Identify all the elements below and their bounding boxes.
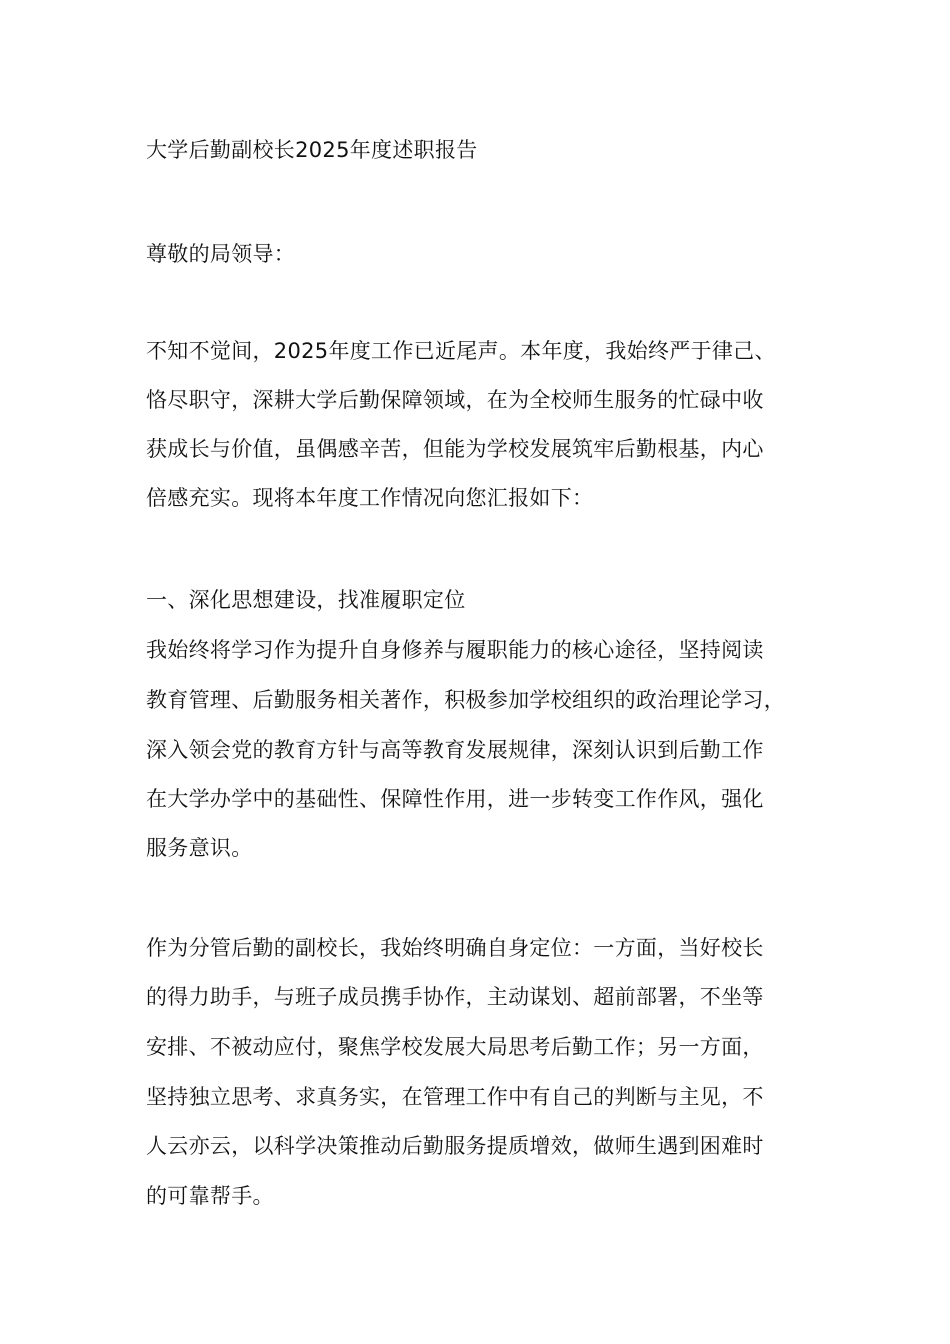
section1-p1-line-1: 我始终将学习作为提升自身修养与履职能力的核心途径，坚持阅读 [146,638,764,662]
section-heading-1: 一、深化思想建设，找准履职定位 [146,588,466,612]
salutation: 尊敬的局领导： [146,242,296,266]
section1-p2-line-6: 的可靠帮手。 [146,1184,274,1208]
section1-p2-line-5: 人云亦云，以科学决策推动后勤服务提质增效，做师生遇到困难时 [146,1134,764,1158]
intro-line-4: 倍感充实。现将本年度工作情况向您汇报如下： [146,486,594,510]
section1-p1-line-2: 教育管理、后勤服务相关著作，积极参加学校组织的政治理论学习， [146,688,785,712]
intro-line-3: 获成长与价值，虽偶感辛苦，但能为学校发展筑牢后勤根基，内心 [146,437,764,461]
section1-p2-line-1: 作为分管后勤的副校长，我始终明确自身定位：一方面，当好校长 [146,936,764,960]
section1-p2-line-4: 坚持独立思考、求真务实，在管理工作中有自己的判断与主见，不 [146,1085,764,1109]
document-title: 大学后勤副校长2025年度述职报告 [146,138,478,162]
intro-line-2: 恪尽职守，深耕大学后勤保障领域，在为全校师生服务的忙碌中收 [146,388,764,412]
section1-p1-line-5: 服务意识。 [146,836,253,860]
intro-line-1: 不知不觉间，2025年度工作已近尾声。本年度，我始终严于律己、 [146,339,776,363]
section1-p2-line-3: 安排、不被动应付，聚焦学校发展大局思考后勤工作；另一方面， [146,1035,764,1059]
section1-p1-line-3: 深入领会党的教育方针与高等教育发展规律，深刻认识到后勤工作 [146,738,764,762]
section1-p2-line-2: 的得力助手，与班子成员携手协作，主动谋划、超前部署，不坐等 [146,985,764,1009]
section1-p1-line-4: 在大学办学中的基础性、保障性作用，进一步转变工作作风，强化 [146,787,764,811]
